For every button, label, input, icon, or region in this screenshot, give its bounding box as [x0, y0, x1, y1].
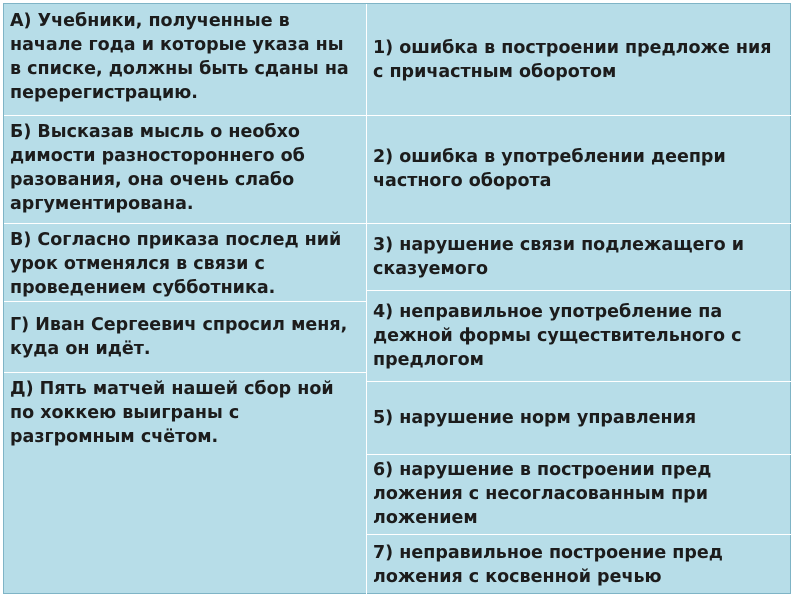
error-text-5: 5) нарушение норм управления [373, 407, 697, 428]
sentence-cell-g [4, 301, 366, 372]
error-cell-3 [367, 223, 791, 290]
sentence-text-d: Д) Пять матчей нашей сбор ной по хоккею выиграны с разгромным счётом. [10, 379, 334, 447]
error-text-7: 7) неправильное построение пред ложения с косвенной речью [373, 542, 723, 587]
error-text-1: 1) ошибка в построении предложе ния с причастным оборотом [373, 37, 772, 82]
sentence-text-b: Б) Высказав мысль о необхо димости разностороннего об разования, она очень слабо аргументирована. [10, 122, 305, 214]
sentence-cell-b [4, 115, 366, 223]
sentence-text-a: А) Учебники, полученные в начале года и которые указа ны в списке, должны быть сданы на перерегистрацию. [10, 11, 349, 103]
error-cell-1 [367, 4, 791, 115]
sentence-cell-a [4, 4, 366, 115]
error-cell-4 [367, 290, 791, 381]
error-cell-6 [367, 454, 791, 534]
error-cell-5 [367, 381, 791, 454]
error-text-4: 4) неправильное употребление па дежной формы существительного с предлогом [373, 301, 742, 370]
sentence-cell-v [4, 223, 366, 301]
sentence-text-v: В) Согласно приказа послед ний урок отменялся в связи с проведением субботника. [10, 230, 342, 298]
error-text-6: 6) нарушение в построении пред ложения с несогласованным при ложением [373, 460, 712, 528]
matching-table [3, 3, 791, 594]
error-cell-2 [367, 115, 791, 223]
error-cell-7 [367, 534, 791, 595]
sentence-cell-d [4, 372, 366, 595]
error-text-3: 3) нарушение связи подлежащего и сказуемого [373, 234, 744, 279]
sentence-text-g: Г) Иван Сергеевич спросил меня, куда он идёт. [10, 314, 348, 359]
error-text-2: 2) ошибка в употреблении деепри частного оборота [373, 147, 726, 191]
